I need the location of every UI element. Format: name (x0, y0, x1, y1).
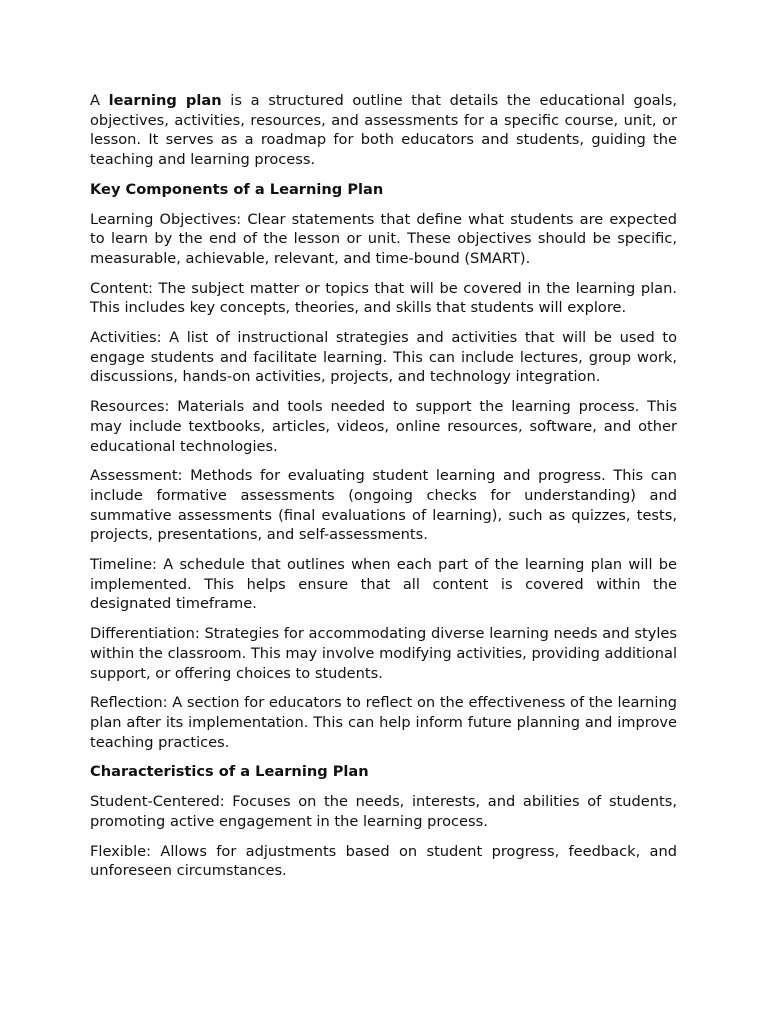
section-heading-key-components: Key Components of a Learning Plan (90, 180, 384, 198)
paragraph-activities: Activities: A list of instructional strategies and activities that will be used to engage students and facilitate learning. This can include lectures, group work, discussions, hands-on activities, projects, and technology integration. (90, 329, 677, 386)
intro-term: learning plan (108, 92, 222, 109)
paragraph-reflection: Reflection: A section for educators to reflect on the effectiveness of the learning plan after its implementation. This can help inform future planning and improve teaching practices. (90, 694, 677, 751)
document-page (90, 91, 677, 891)
section-heading-characteristics: Characteristics of a Learning Plan (90, 763, 369, 781)
paragraph-resources: Resources: Materials and tools needed to support the learning process. This may include textbooks, articles, videos, online resources, software, and other educational technologies. (90, 398, 677, 455)
paragraph-content: Content: The subject matter or topics that will be covered in the learning plan. This includes key concepts, theories, and skills that students will explore. (90, 279, 677, 317)
paragraph-learning-objectives: Learning Objectives: Clear statements that define what students are expected to learn by the end of the lesson or unit. These objectives should be specific, measurable, achievable, relevant, and time-bound (SMART). (90, 210, 677, 267)
intro-prefix: A (90, 92, 109, 109)
intro-paragraph (90, 91, 677, 170)
intro-suffix: is a structured outline that details the educational goals, objectives, activities, resources, and assessments for a specific course, unit, or lesson. It serves as a roadmap for both educators and students, guiding the teaching and learning process. (90, 92, 677, 169)
paragraph-assessment: Assessment: Methods for evaluating student learning and progress. This can include formative assessments (ongoing checks for understanding) and summative assessments (final evaluations of learning), such as quizzes, tests, projects, presentations, and self-assessments. (90, 467, 677, 544)
paragraph-flexible: Flexible: Allows for adjustments based on student progress, feedback, and unforeseen circumstances. (90, 842, 677, 880)
paragraph-differentiation: Differentiation: Strategies for accommodating diverse learning needs and styles within the classroom. This may involve modifying activities, providing additional support, or offering choices to students. (90, 625, 677, 682)
paragraph-timeline: Timeline: A schedule that outlines when each part of the learning plan will be implemented. This helps ensure that all content is covered within the designated timeframe. (90, 556, 677, 613)
paragraph-student-centered: Student-Centered: Focuses on the needs, interests, and abilities of students, promoting active engagement in the learning process. (90, 793, 677, 830)
